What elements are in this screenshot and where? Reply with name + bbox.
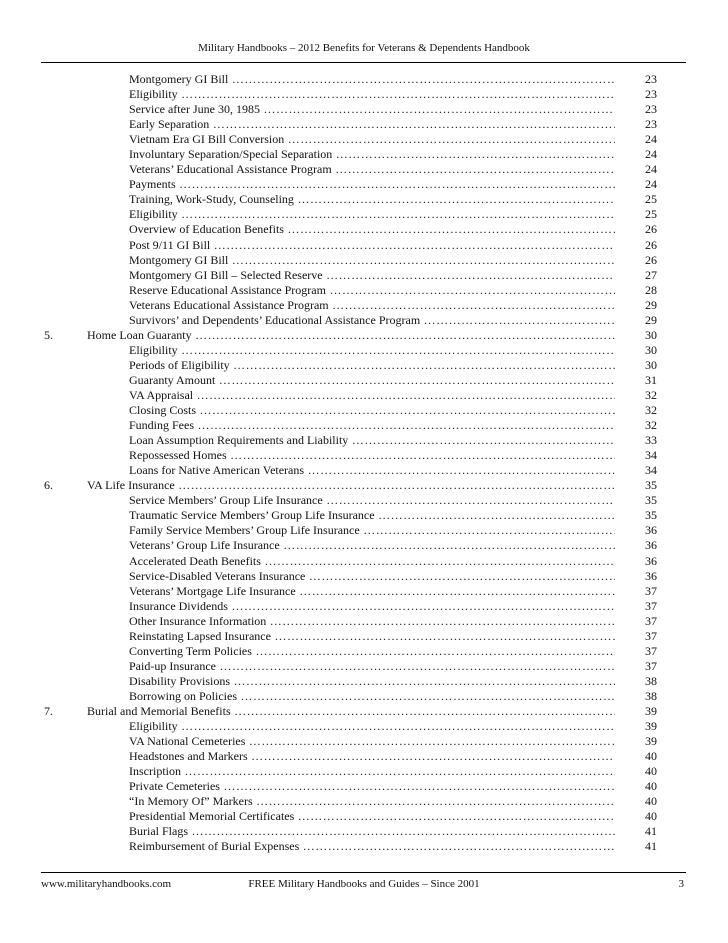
toc-entry[interactable] [0,463,728,478]
toc-entry-title: VA Life Insurance …………………………………………………………………………………………………………………………………………………… [87,478,615,493]
toc-entry[interactable] [0,268,728,283]
toc-entry[interactable] [0,794,728,809]
toc-entry-title: Eligibility …………………………………………………………………………………………………………………………………………………… [129,207,615,222]
toc-page-number: 40 [645,779,657,794]
toc-page-number: 37 [645,583,657,598]
toc-entry[interactable] [0,538,728,553]
toc-entry[interactable] [0,343,728,358]
toc-entry[interactable] [0,839,728,854]
toc-page-number: 23 [645,102,657,117]
toc-entry[interactable] [0,238,728,253]
toc-page-number: 29 [645,297,657,312]
toc-page-number: 23 [645,72,657,86]
toc-page-number: 36 [645,538,657,553]
toc-page-number: 28 [645,282,657,297]
toc-entry[interactable] [0,644,728,659]
toc-entry[interactable] [0,523,728,538]
toc-entry[interactable] [0,599,728,614]
toc-page-number: 32 [645,403,657,418]
toc-entry-title: Veterans Educational Assistance Program …………………………………………………………………………………………………………………………………………………… [129,298,615,313]
toc-entry-title: Traumatic Service Members’ Group Life Insurance …………………………………………………………………………………………………………………………………………………… [129,508,615,523]
toc-section-number: 7. [44,703,53,718]
toc-page-number: 39 [645,734,657,749]
toc-entry[interactable] [0,659,728,674]
toc-entry-title: Montgomery GI Bill …………………………………………………………………………………………………………………………………………………… [129,72,615,87]
toc-entry[interactable] [0,554,728,569]
footer-page-number: 3 [678,878,684,890]
toc-entry-title: Reserve Educational Assistance Program …………………………………………………………………………………………………………………………………………………… [129,283,615,298]
toc-entry-title: Training, Work-Study, Counseling …………………………………………………………………………………………………………………………………………………… [129,192,615,207]
toc-entry-title: Reinstating Lapsed Insurance …………………………………………………………………………………………………………………………………………………… [129,629,615,644]
toc-entry[interactable] [0,207,728,222]
toc-section-number: 5. [44,327,53,342]
toc-page-number: 30 [645,357,657,372]
toc-entry[interactable] [0,87,728,102]
toc-entry-title: Repossessed Homes …………………………………………………………………………………………………………………………………………………… [129,448,615,463]
toc-entry-title: Other Insurance Information …………………………………………………………………………………………………………………………………………………… [129,614,615,629]
table-of-contents [0,72,728,854]
toc-entry-title: Accelerated Death Benefits …………………………………………………………………………………………………………………………………………………… [129,554,615,569]
footer-url[interactable]: www.militaryhandbooks.com [41,878,172,890]
toc-page-number: 35 [645,478,657,493]
toc-entry[interactable] [0,358,728,373]
toc-page-number: 37 [645,628,657,643]
toc-entry[interactable] [0,734,728,749]
toc-page-number: 24 [645,162,657,177]
header-rule [41,62,686,63]
toc-page-number: 23 [645,117,657,132]
toc-entry[interactable] [0,313,728,328]
toc-entry-title: Veterans’ Mortgage Life Insurance …………………………………………………………………………………………………………………………………………………… [129,584,615,599]
toc-entry-title: Paid-up Insurance …………………………………………………………………………………………………………………………………………………… [129,659,615,674]
toc-entry[interactable] [0,117,728,132]
toc-entry[interactable] [0,569,728,584]
toc-entry-title: Survivors’ and Dependents’ Educational Assistance Program …………………………………………………………………………………………………………………………………………………… [129,313,615,328]
toc-entry[interactable] [0,629,728,644]
toc-entry[interactable] [0,614,728,629]
toc-page-number: 36 [645,553,657,568]
toc-entry-title: Post 9/11 GI Bill …………………………………………………………………………………………………………………………………………………… [129,238,615,253]
toc-page-number: 40 [645,794,657,809]
toc-entry[interactable] [0,373,728,388]
toc-entry[interactable] [0,72,728,87]
toc-page-number: 37 [645,658,657,673]
toc-entry-title: Headstones and Markers …………………………………………………………………………………………………………………………………………………… [129,749,615,764]
toc-entry-title: Presidential Memorial Certificates …………………………………………………………………………………………………………………………………………………… [129,809,615,824]
toc-page-number: 34 [645,448,657,463]
toc-entry-title: Burial Flags …………………………………………………………………………………………………………………………………………………… [129,824,615,839]
toc-entry[interactable] [0,403,728,418]
toc-page-number: 25 [645,192,657,207]
toc-page-number: 35 [645,508,657,523]
toc-section-entry[interactable] [0,478,728,493]
toc-entry-title: Eligibility …………………………………………………………………………………………………………………………………………………… [129,343,615,358]
toc-entry-title: VA National Cemeteries …………………………………………………………………………………………………………………………………………………… [129,734,615,749]
toc-entry-title: Service-Disabled Veterans Insurance …………………………………………………………………………………………………………………………………………………… [129,569,615,584]
toc-page-number: 26 [645,252,657,267]
toc-entry-title: Montgomery GI Bill – Selected Reserve …………………………………………………………………………………………………………………………………………………… [129,268,615,283]
toc-entry-title: Veterans’ Educational Assistance Program …………………………………………………………………………………………………………………………………………………… [129,162,615,177]
toc-page-number: 23 [645,87,657,102]
toc-entry[interactable] [0,493,728,508]
toc-page-number: 31 [645,372,657,387]
toc-page-number: 35 [645,493,657,508]
toc-page-number: 33 [645,433,657,448]
toc-section-entry[interactable] [0,328,728,343]
toc-page-number: 38 [645,688,657,703]
toc-entry[interactable] [0,764,728,779]
toc-entry[interactable] [0,508,728,523]
toc-entry-title: Converting Term Policies …………………………………………………………………………………………………………………………………………………… [129,644,615,659]
toc-entry-title: Guaranty Amount …………………………………………………………………………………………………………………………………………………… [129,373,615,388]
toc-entry[interactable] [0,719,728,734]
toc-entry-title: Overview of Education Benefits …………………………………………………………………………………………………………………………………………………… [129,222,615,237]
toc-page-number: 24 [645,147,657,162]
toc-entry-title: Involuntary Separation/Special Separation …………………………………………………………………………………………………………………………………………………… [129,147,615,162]
toc-page-number: 27 [645,267,657,282]
toc-entry[interactable] [0,418,728,433]
toc-entry-title: Eligibility …………………………………………………………………………………………………………………………………………………… [129,87,615,102]
toc-section-number: 6. [44,478,53,493]
toc-entry-title: Closing Costs …………………………………………………………………………………………………………………………………………………… [129,403,615,418]
toc-entry-title: Loans for Native American Veterans …………………………………………………………………………………………………………………………………………………… [129,463,615,478]
toc-entry[interactable] [0,433,728,448]
toc-entry[interactable] [0,162,728,177]
toc-entry-title: Loan Assumption Requirements and Liability …………………………………………………………………………………………………………………………………………………… [129,433,615,448]
toc-entry-title: Service Members’ Group Life Insurance …………………………………………………………………………………………………………………………………………………… [129,493,615,508]
toc-page-number: 38 [645,673,657,688]
toc-page-number: 40 [645,809,657,824]
footer-tagline: FREE Military Handbooks and Guides – Since 2001 [248,878,480,890]
toc-entry-title: Family Service Members’ Group Life Insurance …………………………………………………………………………………………………………………………………………………… [129,523,615,538]
toc-page-number: 24 [645,177,657,192]
toc-page-number: 24 [645,132,657,147]
toc-entry[interactable] [0,177,728,192]
toc-entry-title: Vietnam Era GI Bill Conversion …………………………………………………………………………………………………………………………………………………… [129,132,615,147]
toc-entry[interactable] [0,689,728,704]
toc-page-number: 30 [645,342,657,357]
toc-entry[interactable] [0,749,728,764]
page-header-title: Military Handbooks – 2012 Benefits for Veterans & Dependents Handbook [198,42,530,54]
toc-entry-title: Burial and Memorial Benefits …………………………………………………………………………………………………………………………………………………… [87,704,615,719]
toc-entry[interactable] [0,222,728,237]
toc-entry[interactable] [0,283,728,298]
toc-entry[interactable] [0,147,728,162]
toc-entry-title: Private Cemeteries …………………………………………………………………………………………………………………………………………………… [129,779,615,794]
toc-entry-title: VA Appraisal …………………………………………………………………………………………………………………………………………………… [129,388,615,403]
toc-entry-title: Montgomery GI Bill …………………………………………………………………………………………………………………………………………………… [129,253,615,268]
toc-entry[interactable] [0,253,728,268]
toc-entry[interactable] [0,192,728,207]
toc-entry-title: Eligibility …………………………………………………………………………………………………………………………………………………… [129,719,615,734]
toc-page-number: 37 [645,598,657,613]
toc-page-number: 26 [645,237,657,252]
toc-entry-title: Payments …………………………………………………………………………………………………………………………………………………… [129,177,615,192]
toc-page-number: 41 [645,839,657,854]
toc-entry-title: Periods of Eligibility …………………………………………………………………………………………………………………………………………………… [129,358,615,373]
toc-entry[interactable] [0,102,728,117]
toc-page-number: 26 [645,222,657,237]
toc-page-number: 39 [645,703,657,718]
toc-page-number: 36 [645,523,657,538]
toc-entry-title: Inscription …………………………………………………………………………………………………………………………………………………… [129,764,615,779]
toc-entry-title: Funding Fees …………………………………………………………………………………………………………………………………………………… [129,418,615,433]
toc-entry-title: Veterans’ Group Life Insurance …………………………………………………………………………………………………………………………………………………… [129,538,615,553]
footer-rule [41,872,686,873]
toc-entry[interactable] [0,809,728,824]
toc-entry-title: Reimbursement of Burial Expenses …………………………………………………………………………………………………………………………………………………… [129,839,615,854]
toc-entry-title: Borrowing on Policies …………………………………………………………………………………………………………………………………………………… [129,689,615,704]
toc-entry[interactable] [0,448,728,463]
toc-entry[interactable] [0,674,728,689]
toc-entry-title: “In Memory Of” Markers …………………………………………………………………………………………………………………………………………………… [129,794,615,809]
toc-page-number: 40 [645,764,657,779]
toc-entry[interactable] [0,584,728,599]
toc-entry[interactable] [0,824,728,839]
toc-page-number: 37 [645,643,657,658]
toc-page-number: 32 [645,418,657,433]
toc-entry[interactable] [0,388,728,403]
toc-page-number: 25 [645,207,657,222]
toc-entry-title: Insurance Dividends …………………………………………………………………………………………………………………………………………………… [129,599,615,614]
toc-entry[interactable] [0,298,728,313]
toc-entry[interactable] [0,132,728,147]
toc-entry-title: Disability Provisions …………………………………………………………………………………………………………………………………………………… [129,674,615,689]
toc-page-number: 40 [645,749,657,764]
toc-section-entry[interactable] [0,704,728,719]
toc-page-number: 37 [645,613,657,628]
toc-page-number: 30 [645,327,657,342]
toc-entry[interactable] [0,779,728,794]
toc-entry-title: Early Separation …………………………………………………………………………………………………………………………………………………… [129,117,615,132]
toc-page-number: 39 [645,719,657,734]
toc-page-number: 34 [645,463,657,478]
toc-page-number: 29 [645,312,657,327]
toc-entry-title: Home Loan Guaranty …………………………………………………………………………………………………………………………………………………… [87,328,615,343]
toc-entry-title: Service after June 30, 1985 …………………………………………………………………………………………………………………………………………………… [129,102,615,117]
toc-page-number: 36 [645,568,657,583]
toc-page-number: 41 [645,824,657,839]
toc-page-number: 32 [645,387,657,402]
